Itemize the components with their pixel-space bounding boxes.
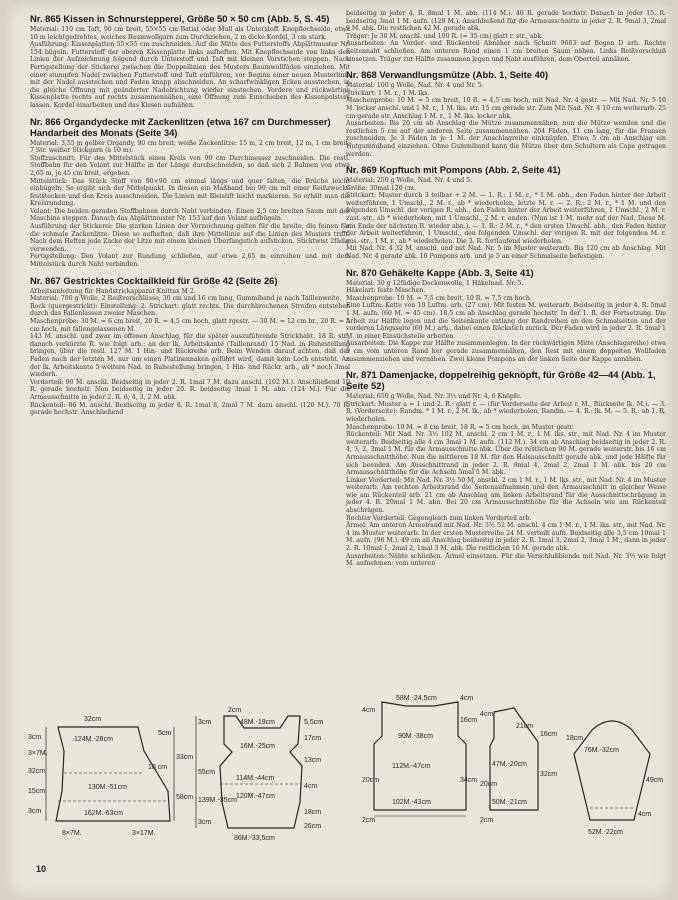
sleeve-label-3: 4cm [638, 811, 652, 818]
left-column [30, 10, 350, 423]
article-paragraph: Größe: 30mal 120 cm. [346, 184, 416, 192]
article-paragraph: Stoffzuschnitt: Für das Mittelstück einen Kreis von 90 cm Durchmesser zuschneiden. Die restl. Stoffbahn für den Volant zur Hälfte in der Länge durchschneiden, so daß sich 2 Bahnen von etwa 2,65 m, je 45 cm breit, ergeben. [30, 154, 350, 177]
skirt-label-1: 124M.-28cm [74, 736, 113, 743]
skirt-label-14: 3×7M. [28, 750, 48, 757]
skirt-label-7: 10 cm [148, 764, 168, 771]
right-article [346, 369, 666, 568]
bodice-label-7: 86M.-33,5cm [234, 835, 275, 842]
sleeve-label-4: 18cm [566, 735, 584, 742]
article-paragraph: Ärmel: Am unteren Armelrand mit Nad. Nr. 3½ 52 M. anschl. 4 cm 1 M. r., 1 M. lks. str., mit Nad. Nr. 4 im Muster weiterarb. In der ersten Musterreihe 24 M. verteilt aufn. Beidseitig alle 3,5 cm 10mal 1 M. aufn. (96 M.). 49 cm ab Anschlag beidseitig in jeder 2. R. 1mal 3, 2mal 2, 3mal 1 M., dann in jeder 2. R. 10mal 1, 2mal 2, 1mal 3 M. abk. Die restlichen 16 M. gerade abk. [346, 522, 666, 553]
article-paragraph: Rock (quergestrickt): Einstellung: 2. Strickart: glatt rechts. Die durchbrochenen Streifen entstehen durch das Fallenlassen zweier Maschen. [30, 302, 350, 318]
skirt-label-2: 130M.-51cm [88, 784, 127, 791]
jacket-front-label-6: 20cm [480, 781, 498, 788]
article-paragraph: Volant: Die beiden geraden Stoffbahnen durch Naht verbinden. Einen 2,5 cm breiten Saum mit der Maschine steppen. Danach das Abplättmuster Nr. 153 auf den Volant aufbügeln. [30, 207, 350, 223]
jacket-back-label-4: 102M.-43cm [392, 799, 431, 806]
article-paragraph: Material: 3,55 m gelber Organdy, 90 cm breit; weiße Zackenlitze: 15 m, 2 cm breit, 12 m, 1 cm breit; 7 Str. weißer Stickgarn (à 10 m). [30, 139, 350, 155]
jacket-back-label-6: 4cm [460, 695, 474, 702]
article-body [346, 393, 666, 568]
skirt-label-5: 3cm [28, 808, 42, 815]
right-article [346, 267, 666, 364]
article-paragraph: Häkelart: feste Maschen. [346, 287, 426, 295]
jacket-back-label-2: 90M.-38cm [398, 733, 434, 740]
article-paragraph: Ausführung: Kissenplatten 55×55 cm zuschneiden. Auf die Mitte des Futterstoffs Abplättmuster Nr. 154 bügeln. Futterstoff der oberen Kissenplatte links aufheften. Mit Knopflochseide von links den Linien der Aufzeichnung folgend durch Unterstoff und Taft mit kleinen Vorstichen steppen. Nach Fertigstellung der Stickerei zwischen die Doppellinien des Musters Baumwollfäden einziehen. Mit einer stumpfen Nadel zwischen Futterstoff und Taft einführen, vor Beginn einer neuen Musterlinie mit der Nadel ausstechen und Faden knapp abschneiden. An scharfwinkligen Ecken ausstechen, in die gleiche Öffnung mit geänderter Nadelrichtung wieder einstechen. Vordere und rückwärtige Kissenplatte rechts auf rechts zusammennähen, eine Öffnung zum Einschieben des Kissenpolsters lassen. Kordel einarbeiten und das Kissen aufnähen. [30, 41, 350, 109]
left-article [30, 116, 350, 269]
sleeve-label-0: 49cm [646, 777, 664, 784]
jacket-back-label-5: 16cm [460, 717, 478, 724]
article-paragraph: Ausarbeiten: Bis 20 cm ab Anschlag die Mütze zusammennähen, nun die Mütze wenden und die restlichen 5 cm auf der anderen Seite zusammennähen. 204 Fäden, 11 cm lang, für die Fransen zuschneiden. Je 3 Fäden in je 1 M. der Anschlagreihe einknüpfen. Etwa 5 cm ab Anschlag ein Hutgummiband einziehen. Ohne Gummiband kann die Mütze über den Schultern als Cape getragen werden. [346, 120, 666, 158]
skirt-label-10: 33cm [176, 754, 194, 761]
article-title: Nr. 870 Gehäkelte Kappe (Abb. 3, Seite 41) [346, 266, 534, 278]
article-title: Nr. 871 Damenjacke, doppelreihig geknöpft, für Größe 42—44 (Abb. 1, Seite 52) [346, 369, 656, 392]
left-article [30, 13, 350, 110]
article-body [346, 82, 666, 158]
bodice-label-11: 4cm [304, 783, 318, 790]
article-body [30, 288, 350, 417]
sleeve-label-2: 52M.-22cm [588, 829, 624, 836]
jacket-front-label-0: 21cm [516, 723, 534, 730]
sleeve-pattern-diagram [562, 712, 662, 842]
jacket-front-diagram [480, 706, 560, 836]
jacket-back-label-1: 4cm [362, 707, 376, 714]
jacket-front-label-4: 47M.-20cm [492, 761, 528, 768]
article-title: Nr. 865 Kissen in Schnurstepperei, Größe 50 × 50 cm (Abb. 5, S. 45) [30, 13, 330, 24]
article-paragraph: Arbeitsanleitung für Handstrickapparat Knittax M 2. [30, 287, 196, 295]
article-paragraph: Material: 250 g Wolle, Nad. Nr. 4 und 5. [346, 177, 473, 185]
skirt-label-6: 5cm [158, 730, 172, 737]
jacket-front-label-1: 16cm [540, 731, 558, 738]
article-title: Nr. 868 Verwandlungsmütze (Abb. 1, Seite 40) [346, 69, 549, 81]
article-paragraph: Maschenprobe: 19 M. = 8 cm breit, 18 R. = 5 cm hoch, im Muster gestr. [346, 423, 574, 431]
jacket-front-label-3: 32cm [540, 771, 558, 778]
article-paragraph: Material: 650 g Wolle, Nad. Nr. 3½ und Nr. 4, 6 Knöpfe. [346, 393, 522, 401]
article-paragraph: Maschenprobe: 30 M. = 6 cm breit, 20 R. = 4,5 cm hoch, glatt rgestr. — 30 M. = 12 cm br., 20 R. = 5 cm hoch, mit fallengelassenen M. [30, 318, 350, 333]
page-number: 10 [36, 864, 47, 874]
article-paragraph: Rückenteil: 86 M. anschl. Beidseitig in jeder 8. R. 1mal 8, 2mal 7 M. dazu anschl. (120 M.). 70 R. gerade hochstr. Anschließend [30, 401, 350, 417]
left-article [30, 275, 350, 417]
article-body [30, 26, 350, 110]
article-paragraph: Mit Nad. Nr. 4 32 M. anschl. und mit Nad. Nr. 5 im Muster weiterarb. Bis 120 cm ab Anschlag. Mit Nad. Nr. 4 gerade abk. 10 Pompons arb. und je 5 an einer Schmalseite befestigen. [346, 245, 666, 261]
jacket-back-label-7: 34cm [460, 777, 478, 784]
article-paragraph: Material: 700 g Wolle, 2 Reißverschlüsse, 30 cm und 16 cm lang, Gummiband je nach Taillenweite. [30, 295, 342, 303]
jacket-back-label-0: 58M.-24,5cm [396, 695, 437, 702]
article-paragraph: 143 M. anschl. und zwar im offenen Anschlag, für die später auszuführende Strickhaht. 18 R. str., danach verkürzte R. wie folgt arb.: an der lk. Arbeitskante (Taillenrand) 15 Nad. in Ruhestellung bringen, über die restl. 127 M. 1 Hin- und Rückreihe arb. Beim Wenden darauf achten, daß der Faden nach der letzten M. nur um einen Platinennaken geführt wird, damit kein Loch entsteht. An der lk. Arbeitskante 5 weitere Nad. in Ruhestellung bringen, 1 Hin- und Rückr. arb., ab * noch 3mal wiederh. [30, 333, 350, 379]
skirt-label-3: 162M.-63cm [84, 810, 123, 817]
article-paragraph: Eine Luftm.-Kette von 10 Luftm. arb. (27 cm). Mit festen M. weiterarb. Beidseitig in jeder 4. R. 5mal 1 M. aufn. (60 M. = 45 cm). 18,5 cm ab Anschlag gerade hochstr. In der 1. R. der Fortsetzung. Die Arbeit zur Hälfte legen und die Seitenkante entlang der Randreihen an den Schmalseiten und der vorderen Längsseite (60 M.) arb., dabei einen Rückstich zurück. Der Faden wird in jeder 2. R. 5mal 1 M. in einer Einstichstelle arbeiten. [346, 302, 666, 340]
article-paragraph: Träger: Je 38 M. anschl. und 100 R. (= 35 cm) glatt r. str., abk. [346, 32, 544, 40]
jacket-front-label-7: 2cm [480, 817, 494, 824]
article-paragraph: Rückenteil: Mit Nad. Nr. 3½ 102 M. anschl. 2 cm 1 M. r., 1 M. lks. str., mit Nad. Nr. 4 im Muster weiterarb. Beidseitig alle 4 cm 3mal 1 M. aufn. (112 M.). 34 cm ab Anschlag beidseitig in jeder 2. R. 4, 3, 2, 3mal 1 M. für die Armausschnitte abk. Über die restlichen 90 M. gerade weiterstr. bis 16 cm Armausschnitthöhe. Nun die mittleren 18 M. für den Halsausschnitt gerade abk. und jede Hälfte für sich beenden. Am Ausschnittrand in jeder 2. R. 8mal 4, 2mal 2, 2mal 1 M. abk. bis 20 cm Armausschnitthöhe für die Achseln 5mal 5 M. abk. [346, 431, 666, 477]
bodice-label-4: 16M.-25cm [240, 743, 276, 750]
right-article [346, 10, 666, 63]
bodice-label-2: 17cm [304, 735, 322, 742]
article-paragraph: Ausarbeiten: Die Kappe zur Hälfte zusammenlegen. In der rückwärtigen Mitte (Anschlagsreihe) etwa 5 cm vom unteren Rand her gerade zusammennähen, den Rest mit einem doppelten Wollfaden zusammenziehen und vernähen. Zwei kleine Pompons an der linken Seite der Kappe annähen. [346, 340, 666, 363]
bodice-label-15: 139M.-35cm [198, 797, 237, 804]
article-title: Nr. 867 Gestricktes Cocktailkleid für Größe 42 (Seite 26) [30, 274, 278, 286]
bodice-label-3: 13cm [304, 757, 322, 764]
bodice-label-1: 48M.-19cm [240, 719, 276, 726]
skirt-label-8: 32cm [28, 768, 46, 775]
article-paragraph: Ausarbeiten: An Vorder- und Rückenteil Abnäher nach Schnitt 9683 auf Bogen D arb. Rechte Seitennaht schließen. Am unteren Rand einen 1 cm breiten Saum nähen. Links Reißverschluß einsetzen. Träger zur Hälfte zusammen legen und Naht ausführen, dem Oberteil annähen. [346, 40, 666, 63]
right-column [346, 10, 666, 574]
article-title: Nr. 869 Kopftuch mit Pompons (Abb. 2, Seite 41) [346, 164, 561, 176]
article-paragraph: Linker Vorderteil: Mit Nad. Nr. 3½ 50 M. anschl. 2 cm 1 M. r., 1 M. lks. str., mit Nad. Nr. 4 im Muster weiterarb. Am rechten Arbeitsrand die Seitenaufnahmen und den Armausschnitt in gleicher Weise wie am Rückenteil arb. 21 cm ab Anschlag am linken Arbeitsrand für die Ausschnittschrägung in jeder 4. R. 20mal 1 M. abn. Bei 20 cm Armausschnitthöhe für die Achseln wie am Rückenteil abschrägen. [346, 476, 666, 515]
article-paragraph: Maschenprobe: 10 M. = 7,5 cm breit, 10 R. = 7,5 cm hoch. [346, 294, 532, 302]
article-paragraph: Strickart: 1 M. r., 1 M. lks. [346, 89, 430, 97]
jacket-back-label-9: 2cm [362, 817, 376, 824]
skirt-label-13: 3×17M. [132, 830, 156, 837]
article-body [346, 280, 666, 364]
article-title: Nr. 866 Organdydecke mit Zackenlitzen (etwa 167 cm Durchmesser) Handarbeit des Monats (Seite 34) [30, 115, 331, 138]
right-article [346, 69, 666, 158]
jacket-front-label-2: 4cm [480, 711, 494, 718]
right-article [346, 164, 666, 261]
article-paragraph: Ausführung der Stickerei: Die starken Linien der Vorzeichnung gelten für die breite, die feinen für die schmale Zackenlitze. Diese so aufheften, daß ihre Mittellinie auf die Linien des Musters trifft. Nach dem Heften jede Zacke der Litze mit einem kleinen Überfangstich aufsticken. Sticktwist 2fädig verwenden. [30, 223, 350, 253]
article-body [346, 177, 666, 261]
article-paragraph: Strickart: Muster a = 1 und 2. R.: glatt r. — (für Vorderseite der Arbeit r. M., Rückseite lk. M.). — 3. R. (Vorderseite): Randm. * 1 M. r., 2 M. lk., ab * wiederholen, Randm. — 4. R.: lk. M. — 5. R.: ab 1. R. wiederholen. [346, 400, 666, 423]
article-paragraph: Material: 100 g Wolle, Nad. Nr. 4 und Nr. 5. [346, 82, 484, 90]
bodice-pattern-diagram [184, 704, 334, 854]
bodice-label-8: 18cm [304, 809, 322, 816]
magazine-page [6, 2, 672, 898]
bodice-label-0: 2cm [228, 707, 242, 714]
jacket-back-diagram [360, 692, 480, 832]
skirt-label-11: 58cm [176, 794, 194, 801]
skirt-label-12: 15cm [28, 788, 46, 795]
bodice-label-9: 55cm [198, 769, 216, 776]
sleeve-label-1: 76M.-32cm [584, 747, 620, 754]
bodice-label-12: 3cm [198, 719, 212, 726]
article-paragraph: Material: 110 cm Taft, 90 cm breit, 55×55 cm Batist oder Mull als Unterstoff. Knopflochseide, etwa 10 m leichtgedrehtes, weiches Baumwollgarn zum Durchziehen, 2 m dicke Kordel, 3 cm stark. [30, 26, 350, 41]
article-body [346, 10, 666, 63]
article-paragraph: Strickart: Muster durch 3 teilbar + 2 M. — 1. R.: 1 M. r., * 1 M. abh., den Faden hinter der Arbeit weiterführen, 1 Umschl., 2 M. r., ab * wiederholen, letzte M. r. — 2. R.: 2 M. r., * 1 M. und den folgenden Umschl. der vorigen R. abh., den Faden hinter der Arbeit weiterführen, 1 Umschl., 2 M. r. zust.-str., ab * wiederholen, mit 1 Umschl., 2 M. r. enden. (Nun ist 1 M. mehr auf der Nad. Diese M. am Ende der nächsten R. wieder abn.). — 3. R.: 2 M. r., * den ersten Umschl. abh., den Faden hinter der Arbeit weiterführen, 1 Umschl., den folgenden Umschl. der vorigen R. mit der folgenden M. r. zus.-str., 1 M. r., ab * wiederholen. Die 3. R. fortlaufend wiederholen. [346, 192, 666, 245]
bodice-label-5: 114M.-44cm [236, 775, 275, 782]
article-paragraph: Rechter Vorderteil: Gegengleich zum linken Vorderteil arb. [346, 514, 532, 522]
skirt-pattern-diagram [26, 709, 194, 847]
skirt-label-4: 3cm [28, 734, 42, 741]
bodice-label-14: 26cm [304, 823, 322, 830]
article-paragraph: Vorderteil: 90 M. anschl. Beidseitig in jeder 2. R. 1mal 7 M. dazu anschl. (102 M.). Anschließend 10 R. gerade hochstr. Nun beidseitig in jeder 20. R. beidseitig 3mal 1 M. abn. (124 M.). Für die Armausschnitte in jeder 2. R. 6, 4, 3, 2 M. abk. [30, 378, 350, 401]
bodice-label-13: 3cm [198, 819, 212, 826]
article-paragraph: Material: 30 g 12fädige Deckenwolle, 1 Häkelnad. Nr. 5. [346, 279, 524, 287]
jacket-back-label-8: 20cm [362, 777, 380, 784]
article-paragraph: beidseitig in jeder 4. R. 8mal 1 M. abn. (114 M.). 40 R. gerade hochstr. Danach in jeder 15. R. beidseitig 3mal 1 M. aufn. (120 M.). Anschließend für die Armausschnitte in jeder 2. R. 9mal 3, 2mal 9 M. abk. Die restlichen 42 M. gerade abk. [346, 10, 666, 33]
skirt-label-9: 8×7M. [62, 830, 82, 837]
article-paragraph: Mittelstück: Das Stück Stoff von 90×90 cm einmal längs und quer falten, die Brüche leicht einbügeln. So ergibt sich der Mittelpunkt. In diesen ein Maßband bei 90 cm mit einer Reißzwecke feststecken und den Kreis ausschneiden. Die Linien mit Bleistift leicht markieren. So erhält man die Kreisrundung. [30, 177, 350, 208]
bodice-label-6: 120M.-47cm [236, 793, 275, 800]
jacket-back-label-3: 112M.-47cm [392, 763, 431, 770]
article-paragraph: Fertigstellung: Den Volant zur Rundung schließen, auf etwa 2,65 m einreihen und mit dem Mittelstück durch Naht verbinden. [30, 253, 350, 269]
bodice-label-10: 5,5cm [304, 719, 324, 726]
skirt-label-0: 32cm [84, 716, 102, 723]
article-paragraph: Ausarbeiten: Nähte schließen. Ärmel einsetzen. Für die Verschlußblende mit Nad. Nr. 3½ wie folgt M. aufnehmen: vom unteren [346, 552, 666, 568]
article-paragraph: Maschenprobe: 10 M. = 5 cm breit, 10 R. = 4,5 cm hoch, mit Nad. Nr. 4 gestr. — Mit Nad. Nr. 5 10 M. locker anschl. und 1 M. r., 1 M. lks. str. 15 cm gerade str. Zum Mit Nad. Nr. 4 10 cm weiterarb. 25 cm gerade str. Anschlag 1 M. r., 1 M. lks. locker abk. [346, 97, 666, 120]
jacket-front-label-5: 50M.-21cm [492, 799, 528, 806]
article-body [30, 140, 350, 269]
